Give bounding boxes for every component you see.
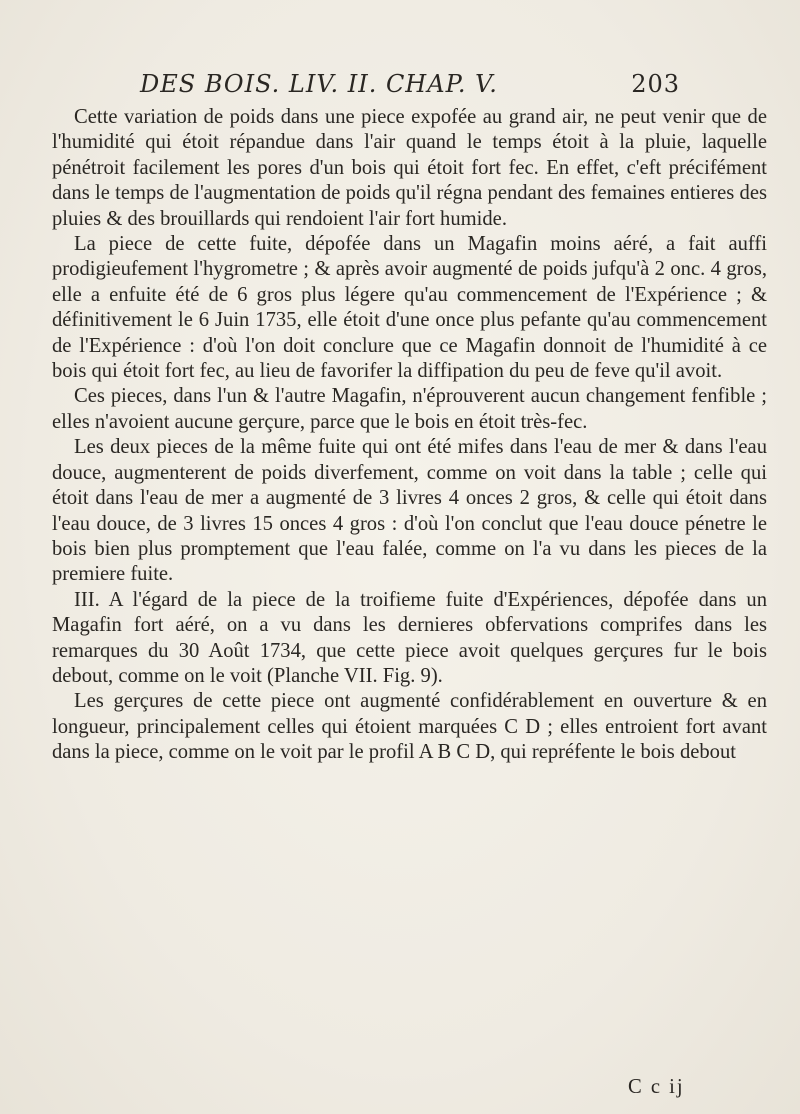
running-header (140, 70, 680, 110)
paragraph: La piece de cette fuite, dépofée dans un Magafin moins aéré, a fait auffi prodigieufement l'hygrometre ; & après avoir augmenté de poids jufqu'à 2 onc. 4 gros, elle a enfuite été de 6 gros plus légere qu'au commencement de l'Expérience ; & définitivement le 6 Juin 1735, elle étoit d'une once plus pefante qu'au commencement de l'Expérience : d'où l'on doit conclure que ce Magafin donnoit de l'humidité à ce bois qui étoit fort fec, au lieu de favorifer la diffipation du peu de feve qu'il avoit. (52, 233, 767, 383)
signature-mark: C c ij (628, 1076, 685, 1098)
paragraph: Les gerçures de cette piece ont augmenté confidérablement en ouverture & en longueur, principalement celles qui étoient marquées C D ; elles entroient fort avant dans la piece, comme on le voit par le profil A B C D, qui repréfente le bois debout (52, 690, 767, 764)
running-title: DES BOIS. LIV. II. CHAP. V. (140, 70, 498, 98)
paragraph: Les deux pieces de la même fuite qui ont été mifes dans l'eau de mer & dans l'eau douce, augmenterent de poids diverfement, comme on voit dans la table ; celle qui étoit dans l'eau de mer a augmenté de 3 livres 4 onces 2 gros, & celle qui étoit dans l'eau douce, de 3 livres 15 onces 4 gros : d'où l'on conclut que l'eau douce pénetre le bois bien plus promptement que l'eau falée, comme on l'a vu dans les pieces de la premiere fuite. (52, 436, 767, 586)
paragraph: III. A l'égard de la piece de la troifieme fuite d'Expériences, dépofée dans un Magafin fort aéré, on a vu dans les dernieres obfervations comprifes dans les remarques du 30 Août 1734, que cette piece avoit quelques gerçures fur le bois debout, comme on le voit (Planche VII. Fig. 9). (52, 588, 767, 687)
paragraph: Cette variation de poids dans une piece expofée au grand air, ne peut venir que de l'humidité qui étoit répandue dans l'air quand le temps étoit à la pluie, laquelle pénétroit facilement les pores d'un bois qui étoit fort fec. En effet, c'eft précifément dans le temps de l'augmentation de poids qu'il régna pendant des femaines entieres des pluies & des brouillards qui rendoient l'air fort humide. (52, 106, 767, 230)
body-text (52, 105, 767, 766)
page-number: 203 (631, 70, 680, 98)
paragraph: Ces pieces, dans l'un & l'autre Magafin, n'éprouverent aucun changement fenfible ; elles n'avoient aucune gerçure, parce que le bois en étoit très-fec. (52, 385, 767, 433)
